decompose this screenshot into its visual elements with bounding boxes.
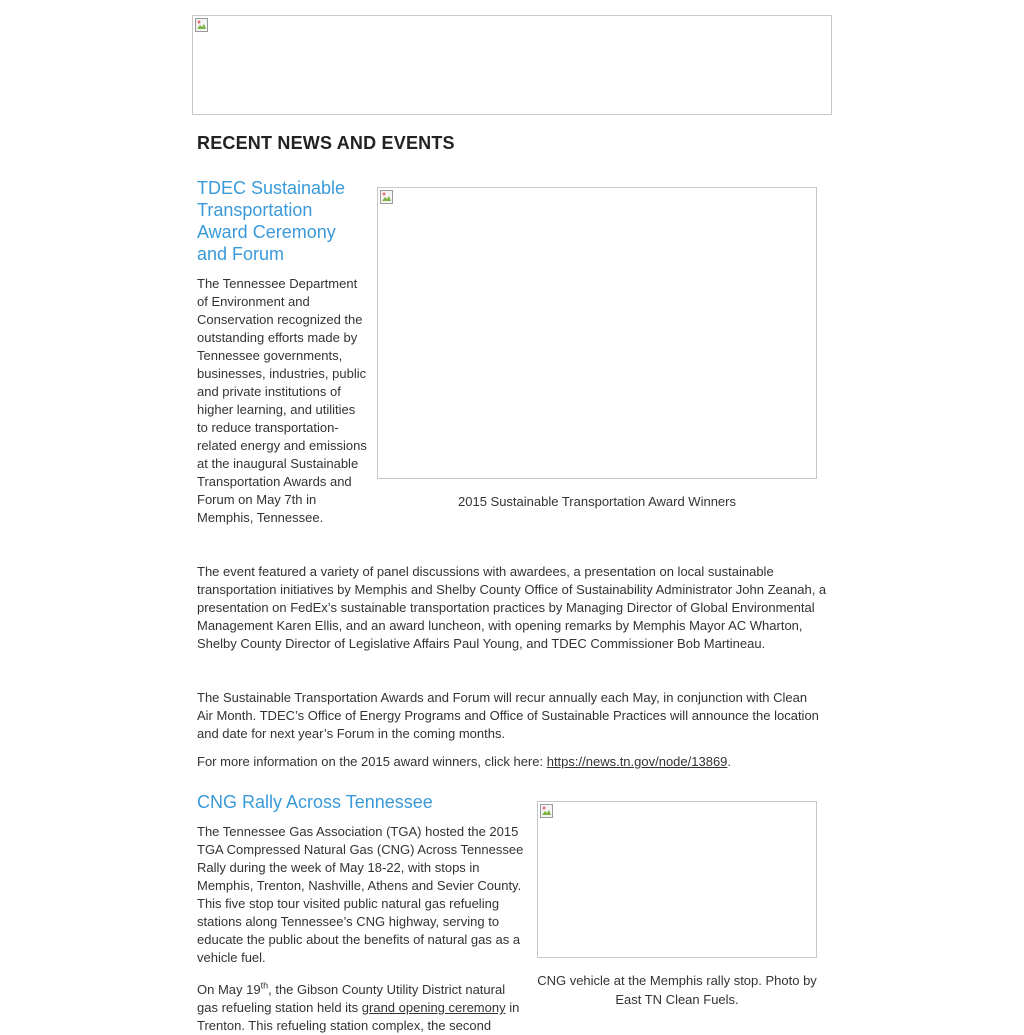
more-info-suffix: . xyxy=(727,754,732,769)
award-winners-photo xyxy=(377,187,817,479)
more-info-prefix: For more information on the 2015 award winners, click here: xyxy=(197,754,547,769)
para-gibson-part1: On May 19 xyxy=(197,982,261,997)
cng-vehicle-photo xyxy=(537,801,817,958)
section-title: RECENT NEWS AND EVENTS xyxy=(197,133,455,153)
para-gibson-sup: th xyxy=(260,980,269,991)
article-para-gibson xyxy=(197,981,527,1035)
broken-image-icon xyxy=(540,804,554,819)
grand-opening-link[interactable]: grand opening ceremony xyxy=(361,1000,506,1015)
broken-image-icon xyxy=(380,190,394,205)
more-info-link[interactable]: https://news.tn.gov/node/13869 xyxy=(546,754,728,769)
article-intro-cng: The Tennessee Gas Association (TGA) hosted the 2015 TGA Compressed Natural Gas (CNG) Across Tennessee Rally during the week of May 18-22, with stops in Memphis, Trenton, Nashville, Athens and Sevier County. This five stop tour visited public natural gas refueling stations along Tennessee’s CNG highway, serving to educate the public about the benefits of natural gas as a vehicle fuel. xyxy=(197,824,524,965)
article-para-event-details: The event featured a variety of panel discussions with awardees, a presentation on local sustainable transportation initiatives by Memphis and Shelby County Office of Sustainability Administrator John Zeanah, a presentation on FedEx’s sustainable transportation practices by Managing Director of Global Environmental Management Karen Ellis, and an award luncheon, with opening remarks by Memphis Mayor AC Wharton, Shelby County Director of Legislative Affairs Paul Young, and TDEC Commissioner Bob Martineau. xyxy=(197,564,827,651)
broken-image-icon xyxy=(195,18,209,33)
article-title-cng-rally[interactable]: CNG Rally Across Tennessee xyxy=(197,792,433,812)
para-gibson-part3: in Trenton. This refueling station complex, the second xyxy=(197,1000,520,1033)
cng-vehicle-caption: CNG vehicle at the Memphis rally stop. Photo by East TN Clean Fuels. xyxy=(537,973,817,1007)
para-gibson-part2: , the Gibson County Utility District natural gas refueling station held its xyxy=(197,982,506,1015)
article-intro-tdec: The Tennessee Department of Environment and Conservation recognized the outstanding efforts made by Tennessee governments, businesses, industries, public and private institutions of higher learning, and utilities to reduce transportation-related energy and emissions at the inaugural Sustainable Transportation Awards and Forum on May 7th in Memphis, Tennessee. xyxy=(197,276,367,525)
article-para-annual-recur: The Sustainable Transportation Awards and Forum will recur annually each May, in conjunction with Clean Air Month. TDEC’s Office of Energy Programs and Office of Sustainable Practices will announce the location and date for next year’s Forum in the coming months. xyxy=(197,690,819,741)
award-winners-caption: 2015 Sustainable Transportation Award Winners xyxy=(458,494,736,509)
article-title-tdec-awards[interactable]: TDEC Sustainable Transportation Award Ceremony and Forum xyxy=(197,178,346,264)
header-banner-image xyxy=(192,15,832,115)
more-info-line xyxy=(197,753,837,771)
